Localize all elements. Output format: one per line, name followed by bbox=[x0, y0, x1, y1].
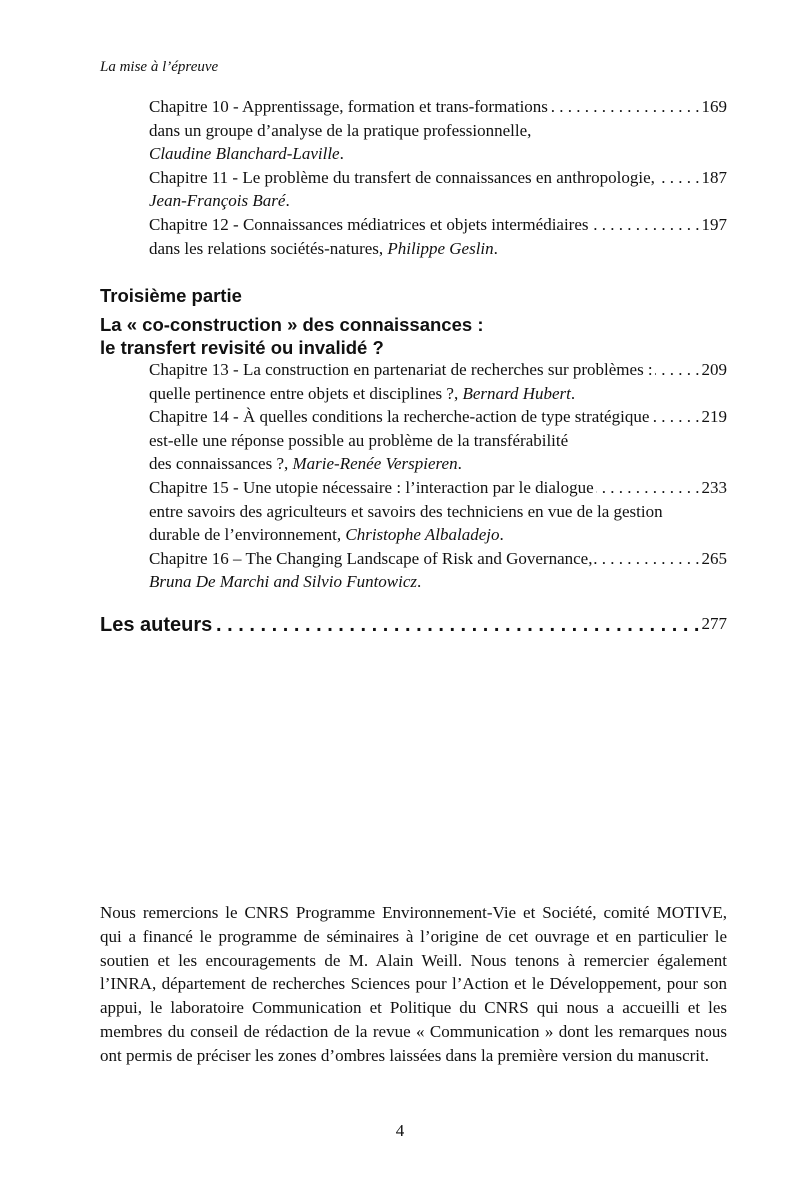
toc-entry-line bbox=[149, 382, 727, 406]
toc-author: Claudine Blanchard-Laville bbox=[149, 144, 340, 164]
toc-entry-line bbox=[149, 237, 727, 261]
toc-title: Chapitre 15 - Une utopie nécessaire : l’interaction par le dialogue bbox=[149, 477, 594, 497]
toc-author: Christophe Albaladejo bbox=[345, 525, 500, 545]
toc-punct: . bbox=[417, 572, 422, 592]
toc-punct: . bbox=[499, 525, 504, 545]
toc-title: Chapitre 12 - Connaissances médiatrices et objets intermédiaires bbox=[149, 214, 589, 234]
toc-subtitle: des connaissances ?, bbox=[149, 454, 293, 474]
toc-entry-first-line bbox=[149, 166, 727, 190]
dot-leader bbox=[651, 405, 699, 429]
toc-punct: . bbox=[493, 238, 498, 258]
toc-subtitle: est-elle une réponse possible au problème de la transférabilité bbox=[149, 430, 569, 450]
toc-entry-first-line bbox=[149, 358, 727, 382]
toc-entry[interactable] bbox=[149, 476, 727, 547]
toc-entry-line bbox=[149, 452, 727, 476]
toc-entry[interactable] bbox=[149, 547, 727, 594]
toc-title: Chapitre 14 - À quelles conditions la recherche-action de type stratégique bbox=[149, 407, 650, 427]
toc-entry[interactable] bbox=[149, 213, 727, 260]
toc-page: 265 bbox=[701, 548, 727, 568]
toc-title: Les auteurs bbox=[100, 614, 213, 636]
toc-section-2-chapters bbox=[149, 95, 727, 260]
toc-page: 277 bbox=[701, 614, 727, 633]
toc-subtitle: dans un groupe d’analyse de la pratique professionnelle, bbox=[149, 120, 532, 140]
toc-entry-line bbox=[149, 142, 727, 166]
toc-punct: . bbox=[339, 144, 344, 164]
toc-punct: . bbox=[457, 454, 462, 474]
toc-entry-line bbox=[149, 119, 727, 143]
toc-entry[interactable] bbox=[149, 405, 727, 476]
dot-leader bbox=[591, 213, 700, 237]
part-title-line-1: La « co-construction » des connaissances : bbox=[100, 314, 484, 335]
toc-title: Chapitre 11 - Le problème du transfert de connaissances en anthropologie, bbox=[149, 167, 655, 187]
toc-entry-first-line bbox=[149, 476, 727, 500]
part-label: Troisième partie bbox=[100, 285, 242, 306]
toc-subtitle: durable de l’environnement, bbox=[149, 525, 346, 545]
dot-leader bbox=[596, 476, 700, 500]
toc-punct: . bbox=[285, 191, 290, 211]
toc-subtitle: entre savoirs des agriculteurs et savoirs des techniciens en vue de la gestion bbox=[149, 501, 663, 521]
toc-title: Chapitre 13 - La construction en partenariat de recherches sur problèmes : bbox=[149, 360, 653, 379]
toc-entry-first-line bbox=[149, 95, 727, 119]
acknowledgement-paragraph: Nous remercions le CNRS Programme Environnement-Vie et Société, comité MOTIVE, qui a financé le programme de séminaires à l’origine de cet ouvrage et en particulier le soutien et les encouragements de M. Alain Weill. Nous tenons à remercier également l’INRA, département de recherches Sciences pour l’Action et le Développement, pour son appui, le laboratoire Communication et Politique du CNRS qui nous a accueilli et les membres du conseil de rédaction de la revue « Communication » dont les remarques nous ont permis de préciser les zones d’ombres laissées dans la première version du manuscrit. bbox=[100, 903, 727, 1065]
toc-page: 169 bbox=[701, 97, 727, 116]
toc-author: Jean-François Baré bbox=[149, 191, 286, 211]
part-title-line-2: le transfert revisité ou invalidé ? bbox=[100, 337, 384, 358]
toc-entry-first-line bbox=[149, 213, 727, 237]
toc-entry-first-line bbox=[149, 405, 727, 429]
toc-entry[interactable] bbox=[149, 166, 727, 213]
toc-part-3-chapters bbox=[149, 358, 727, 594]
toc-entry-line bbox=[149, 429, 727, 453]
dot-leader bbox=[594, 547, 699, 571]
toc-entry[interactable] bbox=[149, 95, 727, 166]
toc-page: 187 bbox=[701, 167, 727, 187]
dot-leader bbox=[657, 166, 700, 190]
toc-title: Chapitre 10 - Apprentissage, formation et trans-formations bbox=[149, 97, 548, 116]
part-title bbox=[100, 313, 483, 359]
toc-page: 197 bbox=[701, 214, 727, 234]
toc-entry-line bbox=[149, 570, 727, 594]
toc-author: Bruna De Marchi and Silvio Funtowicz bbox=[149, 572, 418, 592]
toc-entry-auteurs[interactable] bbox=[100, 614, 727, 637]
toc-entry-line bbox=[149, 189, 727, 213]
running-header: La mise à l’épreuve bbox=[100, 59, 219, 75]
page-number: 4 bbox=[395, 1121, 405, 1140]
toc-subtitle: quelle pertinence entre objets et disciplines ?, bbox=[149, 383, 463, 403]
toc-subtitle: dans les relations sociétés-natures, bbox=[149, 238, 388, 258]
dot-leader bbox=[655, 358, 700, 382]
toc-title: Chapitre 16 – The Changing Landscape of Risk and Governance, bbox=[149, 548, 593, 568]
toc-entry-line bbox=[149, 500, 727, 524]
dot-leader bbox=[214, 614, 699, 637]
toc-page: 233 bbox=[701, 477, 727, 497]
toc-punct: . bbox=[570, 383, 576, 403]
toc-entry-line bbox=[149, 523, 727, 547]
toc-author: Philippe Geslin bbox=[387, 238, 494, 258]
toc-entry-first-line bbox=[149, 547, 727, 571]
dot-leader bbox=[550, 95, 700, 119]
toc-author: Marie-Renée Verspieren bbox=[292, 454, 458, 474]
toc-author: Bernard Hubert bbox=[462, 383, 571, 403]
toc-page: 219 bbox=[701, 407, 727, 427]
toc-entry[interactable] bbox=[149, 358, 727, 405]
toc-page: 209 bbox=[701, 360, 727, 379]
